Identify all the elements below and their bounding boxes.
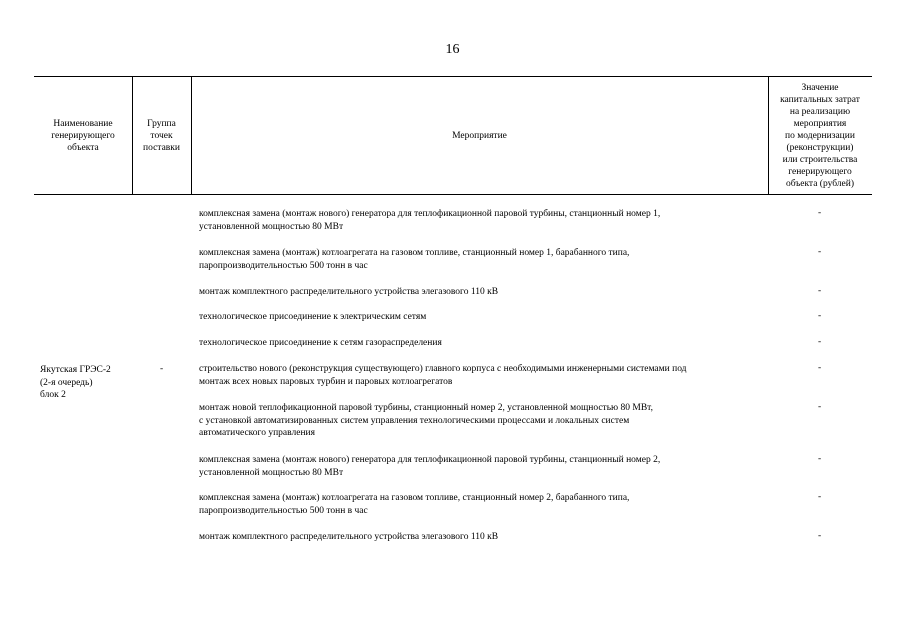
measure-text: паропроизводительностью 500 тонн в час xyxy=(199,505,368,516)
header-text: объекта xyxy=(67,142,99,153)
object-name-line: (2-я очередь) xyxy=(40,377,93,388)
header-text: объекта (рублей) xyxy=(785,178,855,189)
header-text: Значение xyxy=(801,82,839,93)
header-text: капитальных затрат xyxy=(780,94,860,105)
measure-text: с установкой автоматизированных систем управления технологическими процессами и локальных систем xyxy=(199,415,630,426)
measure-text: комплексная замена (монтаж нового) генератора для теплофикационной паровой турбины, станционный номер 2, xyxy=(199,455,661,465)
supply-group-cell: - xyxy=(160,364,164,374)
measure-text: технологическое присоединение к электрическим сетям xyxy=(199,312,427,322)
measure-text: установленной мощностью 80 МВт xyxy=(199,221,344,232)
measure-row xyxy=(199,363,771,388)
measure-text: строительство нового (реконструкция существующего) главного корпуса с необходимыми инженерными системами под xyxy=(199,364,687,374)
header-text: генерирующего xyxy=(788,166,852,177)
header-text: по модернизации xyxy=(785,130,855,141)
header-text: поставки xyxy=(143,142,180,153)
measure-text: технологическое присоединение к сетям газораспределения xyxy=(199,338,442,348)
header-text: точек xyxy=(150,130,173,141)
measure-row xyxy=(199,247,771,272)
measure-text: монтаж новой теплофикационной паровой турбины, станционный номер 2, установленной мощностью 80 МВт, xyxy=(199,403,653,413)
measure-text: комплексная замена (монтаж) котлоагрегата на газовом топливе, станционный номер 2, барабанного типа, xyxy=(199,493,630,503)
measure-row xyxy=(199,531,771,544)
header-measure xyxy=(191,77,768,194)
cost-value: - xyxy=(818,208,822,218)
measure-row xyxy=(199,208,771,233)
measure-text: установленной мощностью 80 МВт xyxy=(199,467,344,478)
measure-row xyxy=(199,454,771,479)
header-text: Наименование xyxy=(53,118,113,129)
header-text: или строительства xyxy=(782,154,858,165)
header-text: мероприятия xyxy=(793,118,847,129)
header-object-name xyxy=(34,77,132,194)
measure-text: комплексная замена (монтаж нового) генератора для теплофикационной паровой турбины, станционный номер 1, xyxy=(199,209,661,219)
measure-text: паропроизводительностью 500 тонн в час xyxy=(199,260,368,271)
measure-text: монтаж комплектного распределительного устройства элегазового 110 кВ xyxy=(199,532,499,542)
measure-row xyxy=(199,311,771,324)
cost-value: - xyxy=(818,363,822,373)
header-text: на реализацию xyxy=(789,106,851,117)
header-text: Мероприятие xyxy=(452,130,507,141)
measure-text: монтаж комплектного распределительного устройства элегазового 110 кВ xyxy=(199,287,499,297)
measure-text: комплексная замена (монтаж) котлоагрегата на газовом топливе, станционный номер 1, барабанного типа, xyxy=(199,248,630,258)
object-name-line: Якутская ГРЭС-2 xyxy=(40,365,111,375)
table-header xyxy=(34,76,872,195)
header-capital-cost xyxy=(768,77,872,194)
object-name-cell xyxy=(40,364,111,402)
cost-value: - xyxy=(818,337,822,347)
cost-value: - xyxy=(818,286,822,296)
cost-value: - xyxy=(818,402,822,412)
header-text: (реконструкции) xyxy=(786,142,854,153)
cost-value: - xyxy=(818,247,822,257)
measure-text: автоматического управления xyxy=(199,428,315,438)
page-number: 16 xyxy=(445,42,460,57)
cost-value: - xyxy=(818,531,822,541)
header-text: генерирующего xyxy=(51,130,115,141)
measure-row xyxy=(199,337,771,350)
cost-value: - xyxy=(818,454,822,464)
measure-text: монтаж всех новых паровых турбин и паровых котлоагрегатов xyxy=(199,376,453,387)
cost-value: - xyxy=(818,311,822,321)
header-supply-group xyxy=(132,77,191,194)
measure-row xyxy=(199,286,771,299)
object-name-line: блок 2 xyxy=(40,390,66,400)
header-text: Группа xyxy=(147,118,176,129)
measure-row xyxy=(199,492,771,517)
measure-row xyxy=(199,402,771,440)
cost-value: - xyxy=(818,492,822,502)
